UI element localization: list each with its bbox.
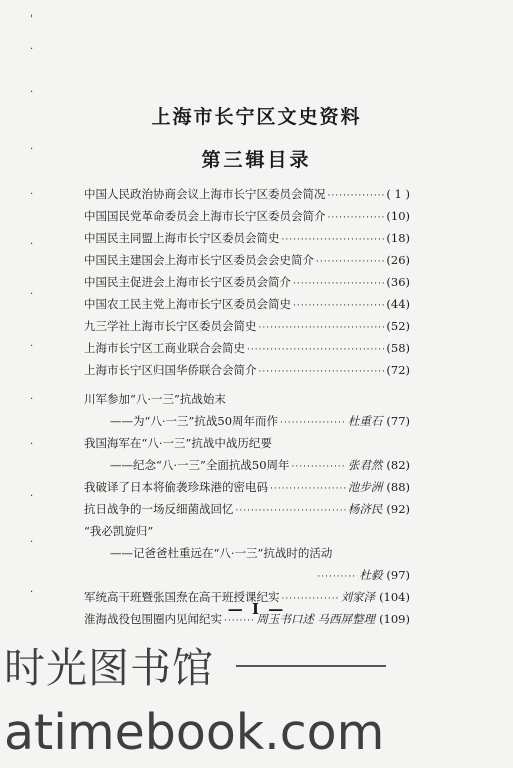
edge-mark: · [30, 144, 34, 155]
watermark-url: atimebook.com [4, 704, 385, 761]
toc-entry[interactable]: ····· 杜毅 (97) [84, 564, 410, 586]
toc-entry-subtitle: ——记爸爸杜重远在“八·一三”抗战时的活动 [110, 546, 333, 560]
toc-author: 刘家泽 [340, 590, 376, 604]
toc-entry[interactable]: 中国民主建国会上海市长宁区委员会会史简介 ····· (26) [84, 249, 410, 271]
toc-entry[interactable]: 我破译了日本将偷袭珍珠港的密电码 ····· 池步洲 (88) [84, 476, 410, 498]
edge-mark: · [30, 491, 34, 502]
toc-author: 张君然 [347, 458, 383, 472]
toc-author: 杨济民 [347, 502, 383, 516]
watermark-rule [236, 665, 386, 667]
toc-group-memoirs [84, 388, 410, 630]
toc-entry-title[interactable]: 川军参加“八·一三”抗战始末 [84, 392, 226, 406]
toc-entry-title[interactable]: 我国海军在“八·一三”抗战中战历纪要 [84, 436, 272, 450]
toc-entry[interactable]: 中国民主促进会上海市长宁区委员会简介 ····· (36) [84, 271, 410, 293]
edge-mark: · [30, 189, 34, 200]
toc-author: 周玉书口述 马西屏整理 [256, 612, 376, 626]
toc-entry[interactable]: 中国农工民主党上海市长宁区委员会简史 ····· (44) [84, 293, 410, 315]
toc-entry[interactable]: 九三学社上海市长宁区委员会简史 ····· (52) [84, 315, 410, 337]
toc-group-organizations [84, 183, 410, 381]
toc-entry[interactable]: ——纪念“八·一三”全面抗战50周年 ····· 张君然 (82) [84, 454, 410, 476]
edge-mark: · [30, 239, 34, 250]
edge-mark: · [30, 537, 34, 548]
toc-entry[interactable]: 中国人民政治协商会议上海市长宁区委员会简况 ····· ( 1 ) [84, 183, 410, 205]
edge-mark: · [30, 439, 34, 450]
toc-entry[interactable]: 抗日战争的一场反细菌战回忆 ····· 杨济民 (92) [84, 498, 410, 520]
toc-entry-title[interactable]: “我必凯旋归” [84, 524, 154, 538]
toc-entry[interactable]: 淮海战役包围圈内见闻纪实 ····· 周玉书口述 马西屏整理 (109) [84, 608, 410, 630]
edge-mark: · [30, 587, 34, 598]
edge-mark: · [30, 289, 34, 300]
watermark-chinese: 时光图书馆 [4, 644, 214, 692]
edge-mark: ' [30, 14, 33, 25]
edge-mark: · [30, 394, 34, 405]
toc-entry[interactable]: ——为“八·一三”抗战50周年而作 ····· 杜重石 (77) [84, 410, 410, 432]
edge-mark: · [30, 44, 34, 55]
toc-author: 杜重石 [347, 414, 383, 428]
toc-entry[interactable]: 中国国民党革命委员会上海市长宁区委员会简介 ····· (10) [84, 205, 410, 227]
toc-entry[interactable]: 中国民主同盟上海市长宁区委员会简史 ····· (18) [84, 227, 410, 249]
toc-author: 杜毅 [359, 568, 383, 582]
toc-entry[interactable]: 上海市长宁区归国华侨联合会简介 ····· (72) [84, 359, 410, 381]
edge-mark: · [30, 341, 34, 352]
edge-mark: · [30, 87, 34, 98]
toc-title: 第三辑目录 [201, 149, 312, 171]
toc-entry[interactable]: 上海市长宁区工商业联合会简史 ····· (58) [84, 337, 410, 359]
page-number: — I — [227, 600, 286, 618]
toc-author: 池步洲 [347, 480, 383, 494]
toc-entry[interactable]: 军统高干班暨张国焘在高干班授课纪实 ····· 刘家泽 (104) [84, 586, 410, 608]
series-title: 上海市长宁区文史资料 [151, 106, 362, 128]
